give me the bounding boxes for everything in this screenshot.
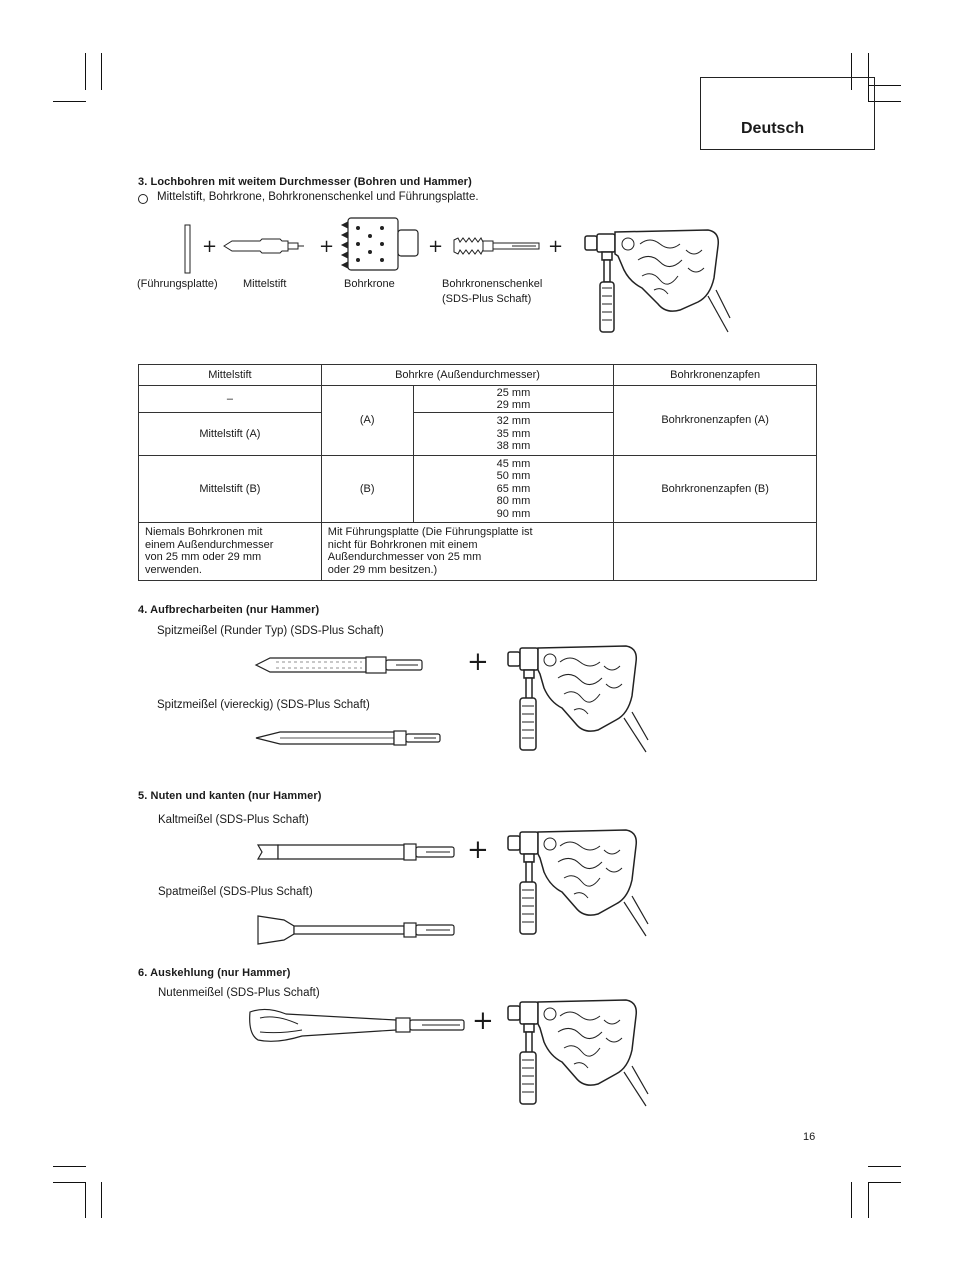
table-note-cell <box>321 523 613 581</box>
table-value: 50 mm <box>496 470 531 483</box>
bullet-circle-icon <box>138 194 148 204</box>
table-value: 80 mm <box>496 495 531 508</box>
section-4-heading: 4. Aufbrecharbeiten (nur Hammer) <box>138 604 320 616</box>
table-header-cell: Bohrkronenzapfen <box>614 365 817 386</box>
table-cell: Bohrkronenzapfen (A) <box>614 386 817 456</box>
language-box <box>700 77 875 150</box>
plus-sign-2: + <box>319 236 335 257</box>
gouging-chisel-illustration <box>246 1006 470 1046</box>
plus-sign-section-6: + <box>472 1006 494 1036</box>
section-6-tool1-label: Nutenmeißel (SDS-Plus Schaft) <box>158 987 320 999</box>
section-3-heading: 3. Lochbohren mit weitem Durchmesser (Bohren und Hammer) <box>138 176 472 188</box>
table-row <box>139 456 817 523</box>
section-4-tool2-label: Spitzmeißel (viereckig) (SDS-Plus Schaft) <box>157 699 370 711</box>
core-bit-shank-illustration <box>452 236 544 256</box>
table-cell: Bohrkronenzapfen (B) <box>614 456 817 523</box>
core-bit-table <box>138 364 817 581</box>
page-number: 16 <box>803 1131 816 1143</box>
bull-point-chisel-round-illustration <box>254 656 426 674</box>
table-note-row <box>139 523 817 581</box>
rotary-hammer-illustration-1 <box>580 226 730 336</box>
table-value: 32 mm <box>496 415 531 428</box>
table-header-cell: Mittelstift <box>139 365 322 386</box>
section-3-bullet-text: Mittelstift, Bohrkrone, Bohrkronenschenkel und Führungsplatte. <box>157 191 479 203</box>
note-line: von 25 mm oder 29 mm <box>145 551 262 563</box>
label-core-bit: Bohrkrone <box>344 278 395 290</box>
table-cell: (B) <box>321 456 413 523</box>
plus-sign-section-5: + <box>467 835 489 865</box>
table-header-row <box>139 365 817 386</box>
note-line: Niemals Bohrkronen mit <box>145 526 263 538</box>
note-line: Mit Führungsplatte (Die Führungsplatte ist <box>327 526 533 538</box>
table-value: 29 mm <box>496 399 531 411</box>
bull-point-chisel-square-illustration <box>254 730 444 746</box>
center-pin-illustration <box>222 238 306 254</box>
table-header-cell: Bohrkre (Außendurchmesser) <box>321 365 613 386</box>
scaling-chisel-illustration <box>254 914 458 946</box>
plus-sign-section-4: + <box>467 647 489 677</box>
section-5-heading: 5. Nuten und kanten (nur Hammer) <box>138 790 322 802</box>
table-value: 65 mm <box>496 482 531 495</box>
table-cell <box>413 386 614 413</box>
table-cell <box>413 456 614 523</box>
label-center-pin: Mittelstift <box>243 278 287 290</box>
note-line: nicht für Bohrkronen mit einem <box>327 538 478 551</box>
table-value: 38 mm <box>496 440 531 453</box>
table-cell: Mittelstift (B) <box>139 456 322 523</box>
label-guide-plate: (Führungsplatte) <box>137 278 218 290</box>
plus-sign-1: + <box>202 236 218 257</box>
label-shank-line1: Bohrkronenschenkel <box>442 278 543 290</box>
note-line: oder 29 mm besitzen.) <box>327 563 438 576</box>
table-cell: (A) <box>321 386 413 456</box>
core-bit-illustration <box>340 216 426 272</box>
rotary-hammer-illustration-4 <box>506 996 656 1110</box>
rotary-hammer-illustration-2 <box>506 640 656 756</box>
table-row <box>139 386 817 413</box>
table-cell: Mittelstift (A) <box>139 413 322 456</box>
section-6-heading: 6. Auskehlung (nur Hammer) <box>138 967 291 979</box>
plus-sign-4: + <box>548 236 564 257</box>
table-note-cell <box>139 523 322 581</box>
section-4-tool1-label: Spitzmeißel (Runder Typ) (SDS-Plus Schaft) <box>157 625 384 637</box>
cold-chisel-illustration <box>254 842 458 862</box>
plus-sign-3: + <box>428 236 444 257</box>
section-5-tool1-label: Kaltmeißel (SDS-Plus Schaft) <box>158 814 309 826</box>
note-line: Außendurchmesser von 25 mm <box>327 551 482 563</box>
rotary-hammer-illustration-3 <box>506 826 656 940</box>
language-label: Deutsch <box>741 120 805 137</box>
guide-plate-illustration <box>184 224 192 274</box>
note-line: einem Außendurchmesser <box>145 538 274 551</box>
table-empty-cell <box>614 523 817 581</box>
section-5-tool2-label: Spatmeißel (SDS-Plus Schaft) <box>158 886 313 898</box>
table-value: 45 mm <box>496 457 531 470</box>
label-shank-line2: (SDS-Plus Schaft) <box>442 293 532 305</box>
table-value: 25 mm <box>496 386 531 399</box>
table-value: 35 mm <box>496 427 531 440</box>
note-line: verwenden. <box>145 563 202 576</box>
table-cell: – <box>139 386 322 413</box>
table-cell <box>413 413 614 456</box>
table-value: 90 mm <box>496 507 531 520</box>
